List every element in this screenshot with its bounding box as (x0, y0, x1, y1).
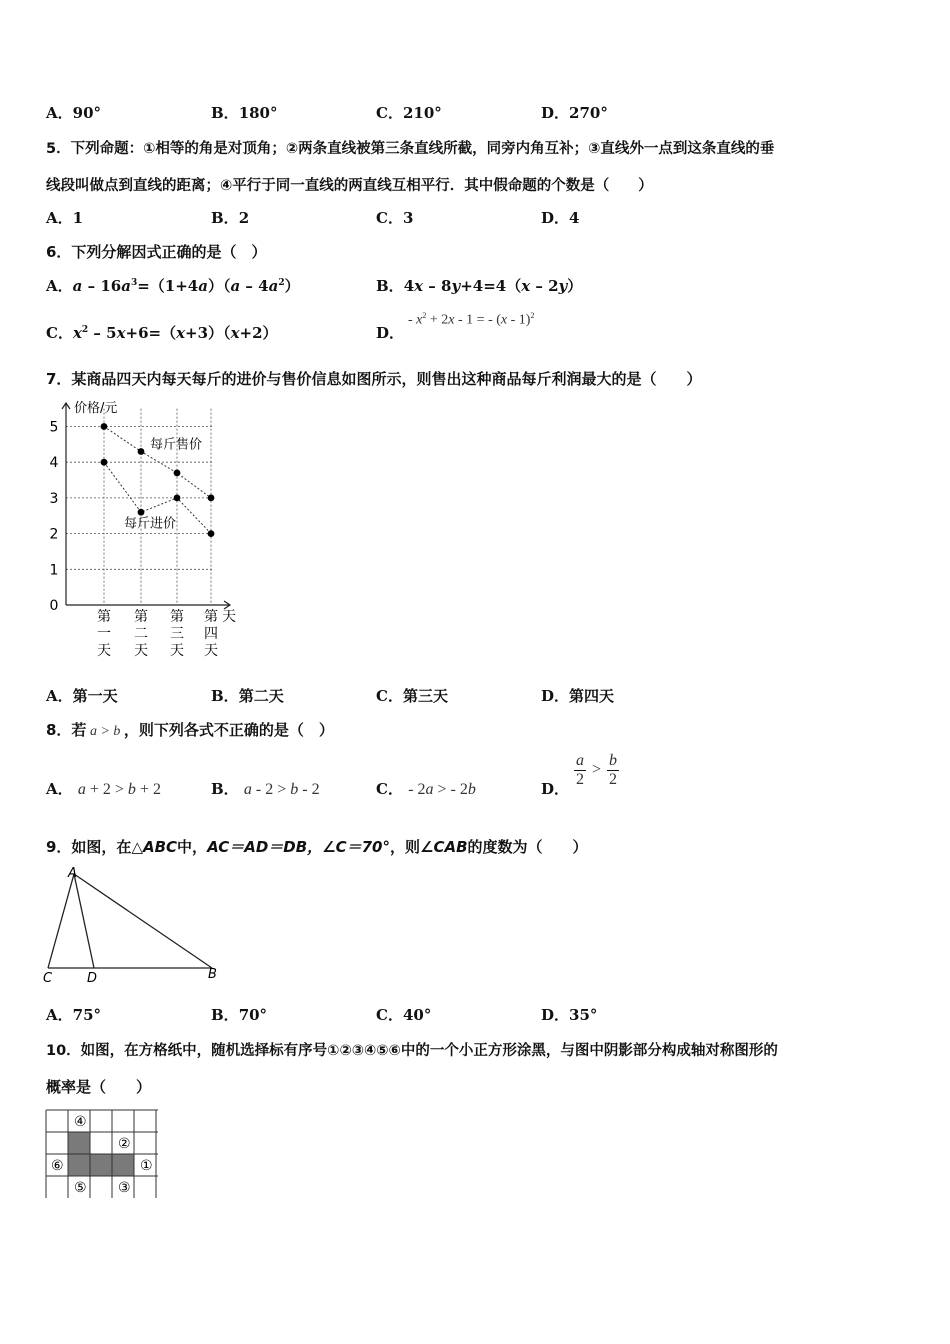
y-tick-label: 1 (49, 562, 59, 579)
x-tick-label: 四 (204, 626, 218, 642)
y-tick-label: 2 (49, 526, 59, 543)
shaded-cell (112, 1154, 134, 1176)
q10-stem-line1: 10．如图，在方格纸中，随机选择标有序号①②③④⑤⑥中的一个小正方形涂黑，与图中阴影部分构成轴对称图形的 (46, 1043, 778, 1059)
mark-6: ⑥ (51, 1158, 64, 1174)
q6-option-d-formula: - $x^2 + 2x - 1$ = - (x - 1)$^2$ (408, 311, 535, 328)
x-tick-label: 天 (170, 643, 184, 659)
selling-price-point (138, 448, 145, 455)
y-axis-label: 价格/元 (74, 401, 118, 416)
q4-option-a: A．90° (46, 104, 102, 122)
x-tick-label: 天 (97, 643, 111, 659)
chart-axes (62, 403, 230, 609)
q7-stem: 7．某商品四天内每天每斤的进价与售价信息如图所示，则售出这种商品每斤利润最大的是（ ） (46, 370, 702, 388)
q9-stem: 9．如图，在△ABC中，AC＝AD＝DB，∠C＝70°，则∠CAB的度数为（ ） (46, 838, 588, 856)
series-label-selling: 每斤售价 (150, 437, 203, 453)
x-tick-label: 第 (97, 609, 111, 625)
x-tick-label: 天 (204, 643, 218, 659)
q7-price-chart (40, 395, 250, 665)
shaded-cell (68, 1154, 90, 1176)
selling-price-point (174, 470, 181, 477)
label-b: B (208, 967, 217, 982)
side-ad (74, 874, 94, 968)
q8-option-a: A． a + 2 > b + 2 (46, 780, 161, 798)
label-d: D (87, 971, 98, 986)
label-a: A (68, 866, 77, 881)
q5-option-d: D．4 (541, 209, 580, 227)
shaded-cell (90, 1154, 112, 1176)
q9-option-a: A．75° (46, 1006, 102, 1024)
side-ac (48, 874, 74, 968)
q4-option-b: B．180° (211, 104, 278, 122)
mark-3: ③ (118, 1180, 131, 1196)
q6-option-c: C．$x^2 - 5x+6=(x+3)(x+2)$ (46, 324, 278, 342)
q9-option-d: D．35° (541, 1006, 598, 1024)
q6-option-d-label: D． (376, 324, 405, 342)
label-c: C (43, 971, 53, 986)
x-tick-label: 二 (134, 626, 148, 642)
q9-option-c: C．40° (376, 1006, 432, 1024)
q5-stem-line1: 5．下列命题：①相等的角是对顶角；②两条直线被第三条直线所截，同旁内角互补；③直线外一点到这条直线的垂 (46, 141, 775, 157)
series-label-cost: 每斤进价 (124, 516, 177, 532)
shaded-cell (68, 1132, 90, 1154)
q6-option-a: A．$a - 16a^3=(1+4a)(a - 4a^2)$ (46, 277, 300, 295)
x-tick-label: 第 (134, 609, 148, 625)
x-tick-label: 第 (204, 609, 218, 625)
x-tick-label: 第 (170, 609, 184, 625)
cost-price-point (138, 509, 145, 516)
q5-option-b: B．2 (211, 209, 250, 227)
cost-price-point (174, 495, 181, 502)
q7-option-a: A．第一天 (46, 687, 118, 705)
mark-5: ⑤ (74, 1180, 87, 1196)
q9-triangle-figure (40, 864, 230, 989)
grid-lines (46, 1110, 158, 1198)
chart-labels (50, 400, 236, 659)
q9-option-b: B．70° (211, 1006, 268, 1024)
y-tick-label: 4 (49, 455, 59, 472)
q8-option-c: C． - 2a > - 2b (376, 780, 476, 798)
q4-option-d: D．270° (541, 104, 608, 122)
q4-option-c: C．210° (376, 104, 442, 122)
y-tick-label: 3 (49, 490, 59, 507)
q6-option-b: B．4x – 8y+4=4（x – 2y） (376, 277, 583, 295)
side-ab (74, 874, 212, 968)
q7-option-d: D．第四天 (541, 687, 615, 705)
mark-2: ② (118, 1136, 131, 1152)
q5-option-a: A．1 (46, 209, 84, 227)
q7-option-c: C．第三天 (376, 687, 448, 705)
q5-stem-line2: 线段叫做点到直线的距离；④平行于同一直线的两直线互相平行．其中假命题的个数是（ ） (46, 178, 653, 194)
cost-price-point (101, 459, 108, 466)
x-tick-label: 天 (134, 643, 148, 659)
q8-option-d-label: D． (541, 780, 570, 798)
q6-stem: 6．下列分解因式正确的是（ ） (46, 243, 267, 261)
q8-option-d-formula: $\frac{a}{2}$ > $\frac{b}{2}$ (576, 752, 618, 788)
q8-stem: 8．若 a > b ，则下列各式不正确的是（ ） (46, 721, 334, 739)
q8-option-b: B． a - 2 > b - 2 (211, 780, 320, 798)
cost-price-point (208, 530, 215, 537)
q5-option-c: C．3 (376, 209, 414, 227)
x-tick-label: 三 (170, 626, 184, 642)
mark-1: ① (140, 1158, 153, 1174)
selling-price-point (101, 423, 108, 430)
x-axis-label: 天 (222, 609, 236, 625)
x-tick-label: 一 (97, 626, 111, 642)
y-tick-label: 5 (49, 419, 59, 436)
q10-grid-figure (44, 1106, 164, 1200)
q10-stem-line2: 概率是（ ） (46, 1078, 152, 1096)
y-tick-label: 0 (49, 598, 59, 614)
selling-price-point (208, 495, 215, 502)
q7-option-b: B．第二天 (211, 687, 284, 705)
mark-4: ④ (74, 1114, 87, 1130)
